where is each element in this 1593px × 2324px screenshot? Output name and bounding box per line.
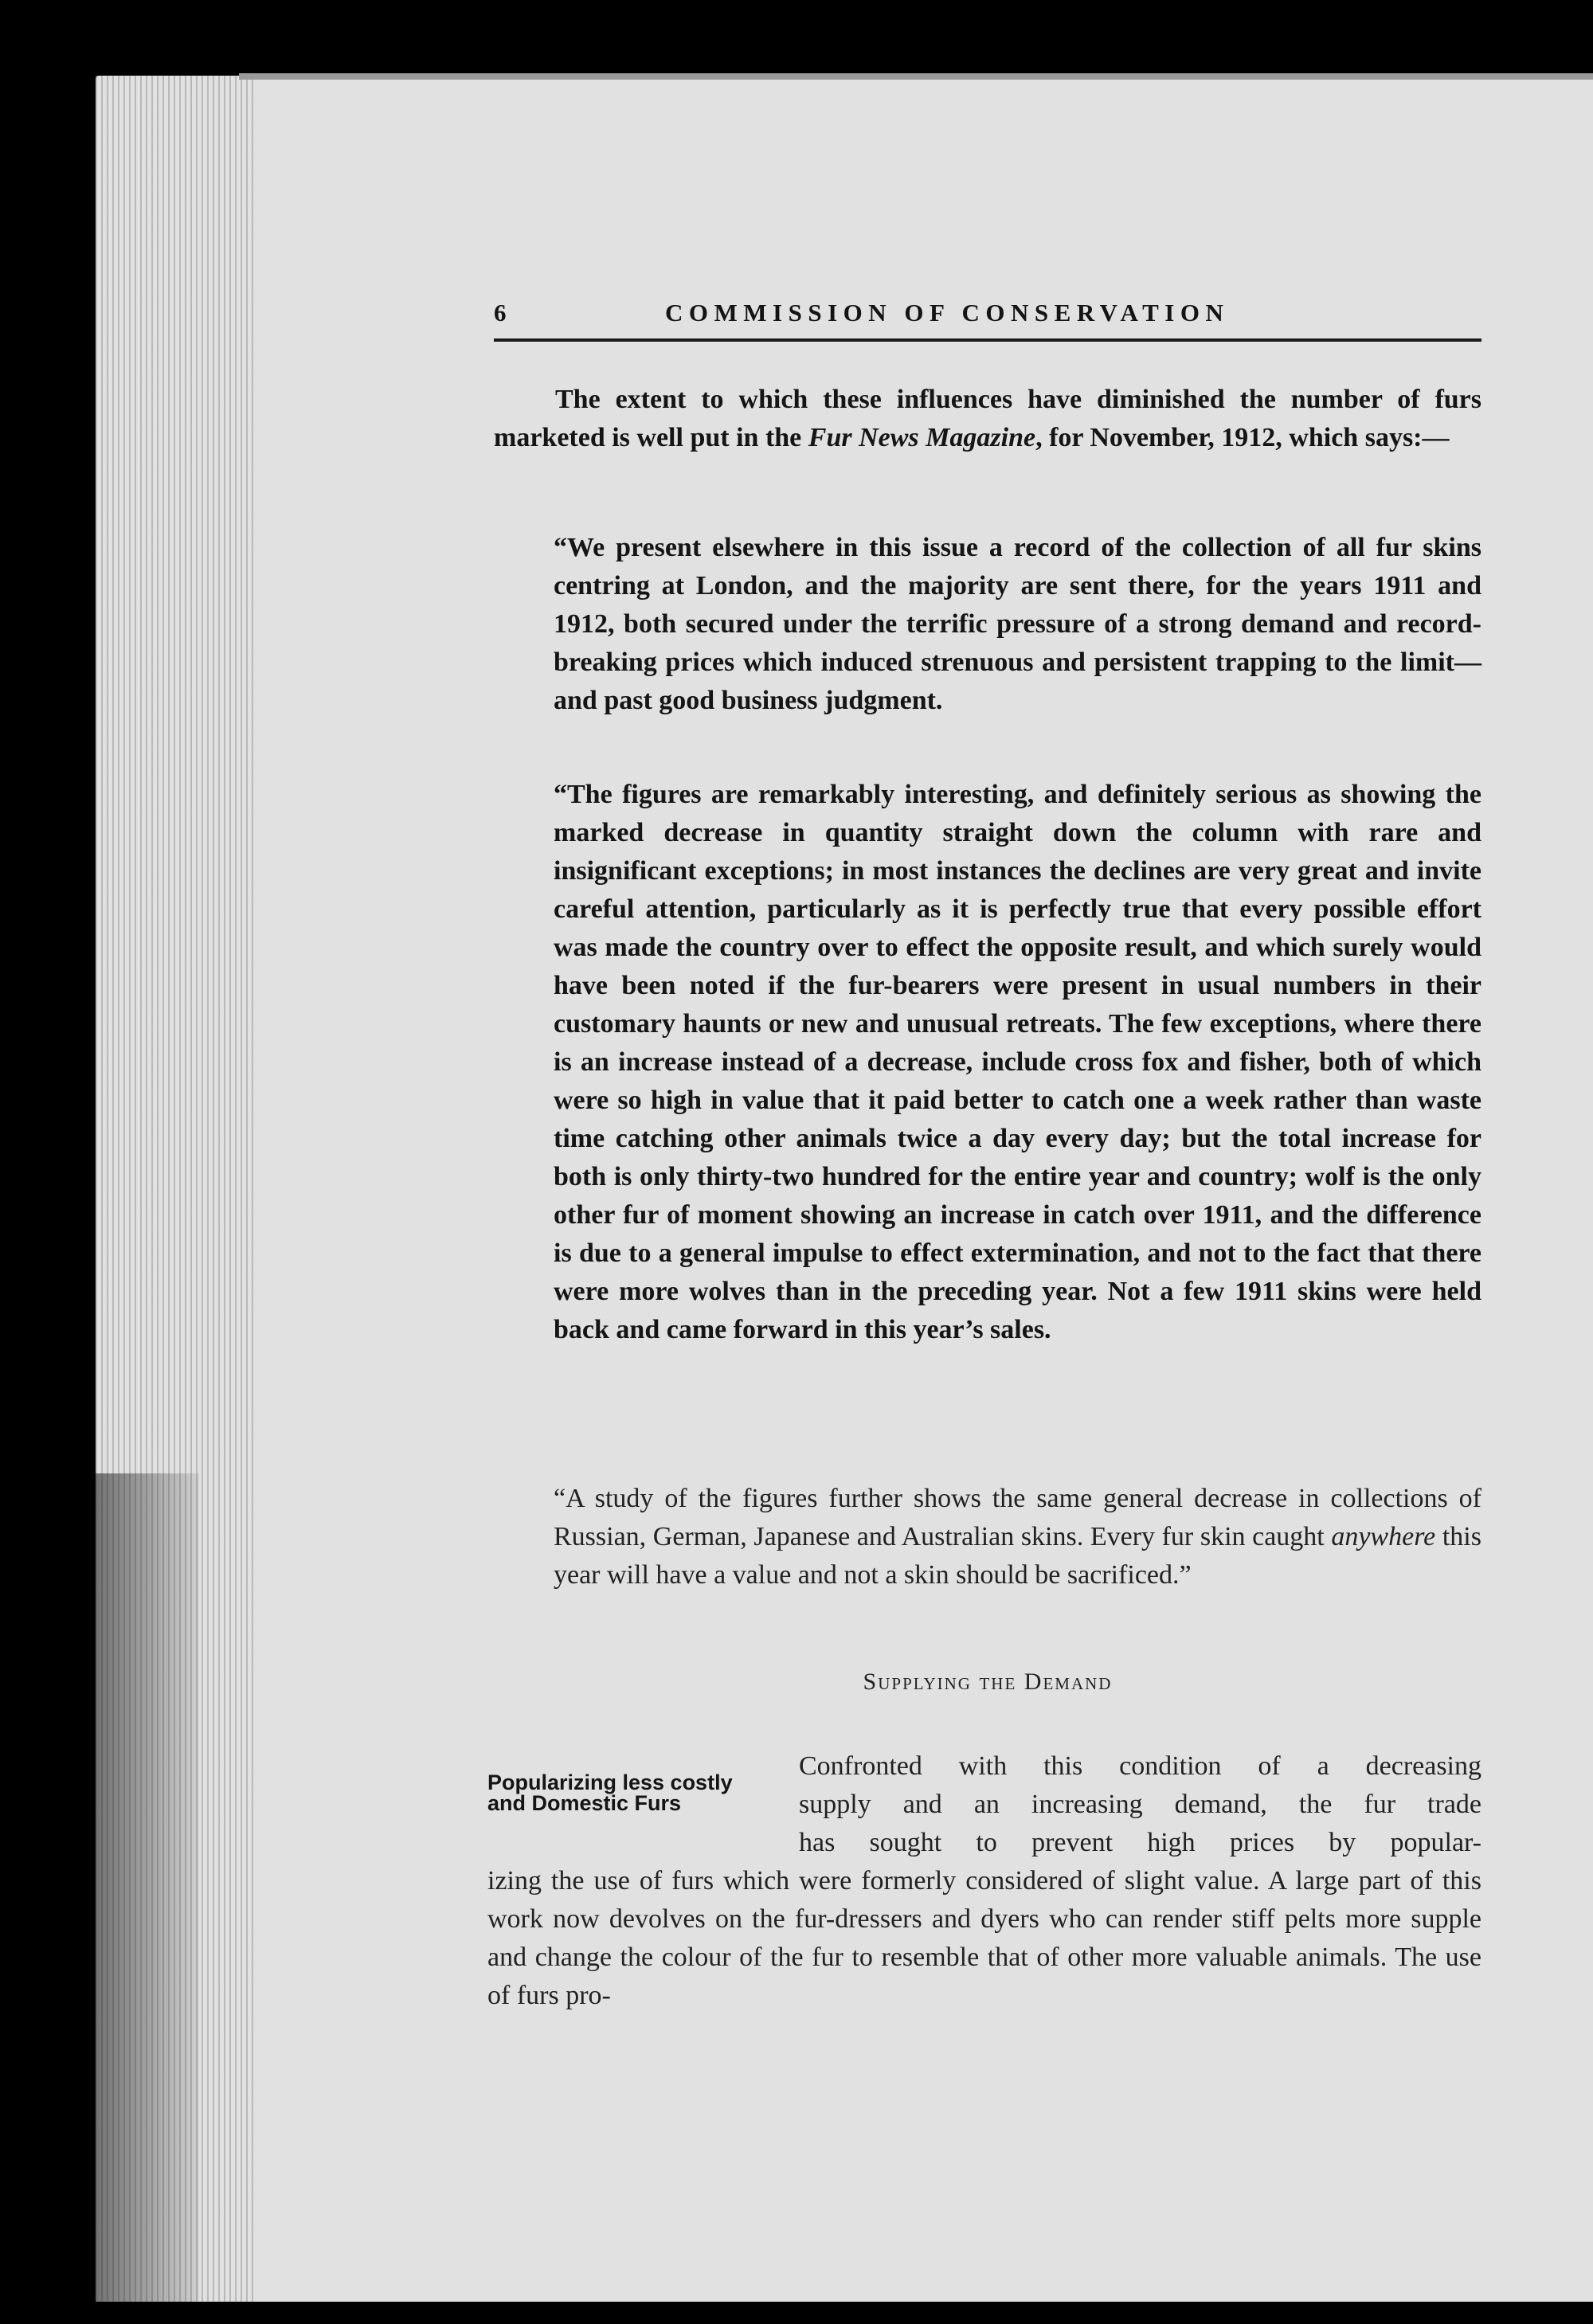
running-head [494, 299, 1481, 338]
body-line: has sought to prevent high prices by popular- [799, 1828, 1481, 1857]
margin-note-line: Popularizing less costly [487, 1770, 733, 1794]
intro-text: The extent to which these influences have diminished the number of furs marketed is well put in the [494, 385, 1481, 452]
binding-shadow [96, 1473, 199, 2306]
quote-paragraph-3 [554, 1480, 1481, 1594]
quote-paragraph-1: “We present elsewhere in this issue a record of the collection of all fur skins centring at London, and the majority are sent there, for the years 1911 and 1912, both secured under the terrific pressure of a strong demand and record-breaking prices which induced strenuous and persistent trapping to the limit—and past good business judgment. [554, 533, 1481, 715]
body-line: supply and an increasing demand, the fur trade [799, 1790, 1481, 1819]
quote-paragraph-2: “The figures are remarkably interesting, and definitely serious as showing the marked decrease in quantity straight down the column with rare and insignificant exceptions; in most instances the declines are very great and invite careful attention, particularly as it is perfectly true that every possible effort was made the country over to effect the opposite result, and which surely would have been noted if the fur-bearers were present in usual numbers in their customary haunts or new and unusual retreats. The few exceptions, where there is an increase instead of a decrease, include cross fox and fisher, both of which were so high in value that it paid better to catch one a week rather than waste time catching other animals twice a day every day; but the total increase for both is only thirty-two hundred for the entire year and country; wolf is the only other fur of moment showing an increase in catch over 1911, and the difference is due to a general impulse to effect extermination, and not to the fact that there were more wolves than in the preceding year. Not a few 1911 skins were held back and came forward in this year’s sales. [554, 780, 1481, 1344]
margin-note [487, 1772, 790, 1813]
page-number: 6 [494, 299, 507, 327]
margin-note-line: and Domestic Furs [487, 1791, 682, 1815]
scan-border [96, 2302, 1593, 2324]
quote-3-text-end: this year will have a value and not a skin should be sacrificed.” [554, 1522, 1481, 1590]
top-page-edge [239, 73, 1593, 80]
quote-3-text: “A study of the figures further shows the same general decrease in collections of Russian, German, Japanese and Australian skins. Every fur skin caught [554, 1484, 1481, 1551]
intro-text-end: , for November, 1912, which says:— [1035, 423, 1450, 452]
magazine-title: Fur News Magazine [808, 423, 1036, 452]
section-body-continued: izing the use of furs which were formerly considered of slight value. A large part of this work now devolves on the fur-dressers and dyers who can render stiff pelts more supple and change the colour of the fur to resemble that of other more valuable animals. The use of furs pro- [487, 1866, 1481, 2010]
section-heading: Supplying the Demand [863, 1669, 1113, 1695]
header-rule [494, 338, 1481, 342]
running-head-title: COMMISSION OF CONSERVATION [665, 299, 1230, 327]
body-line: Confronted with this condition of a decreasing [799, 1751, 1481, 1781]
intro-paragraph [494, 381, 1481, 457]
emphasized-word: anywhere [1331, 1522, 1436, 1551]
section-body-opening [799, 1747, 1481, 1862]
